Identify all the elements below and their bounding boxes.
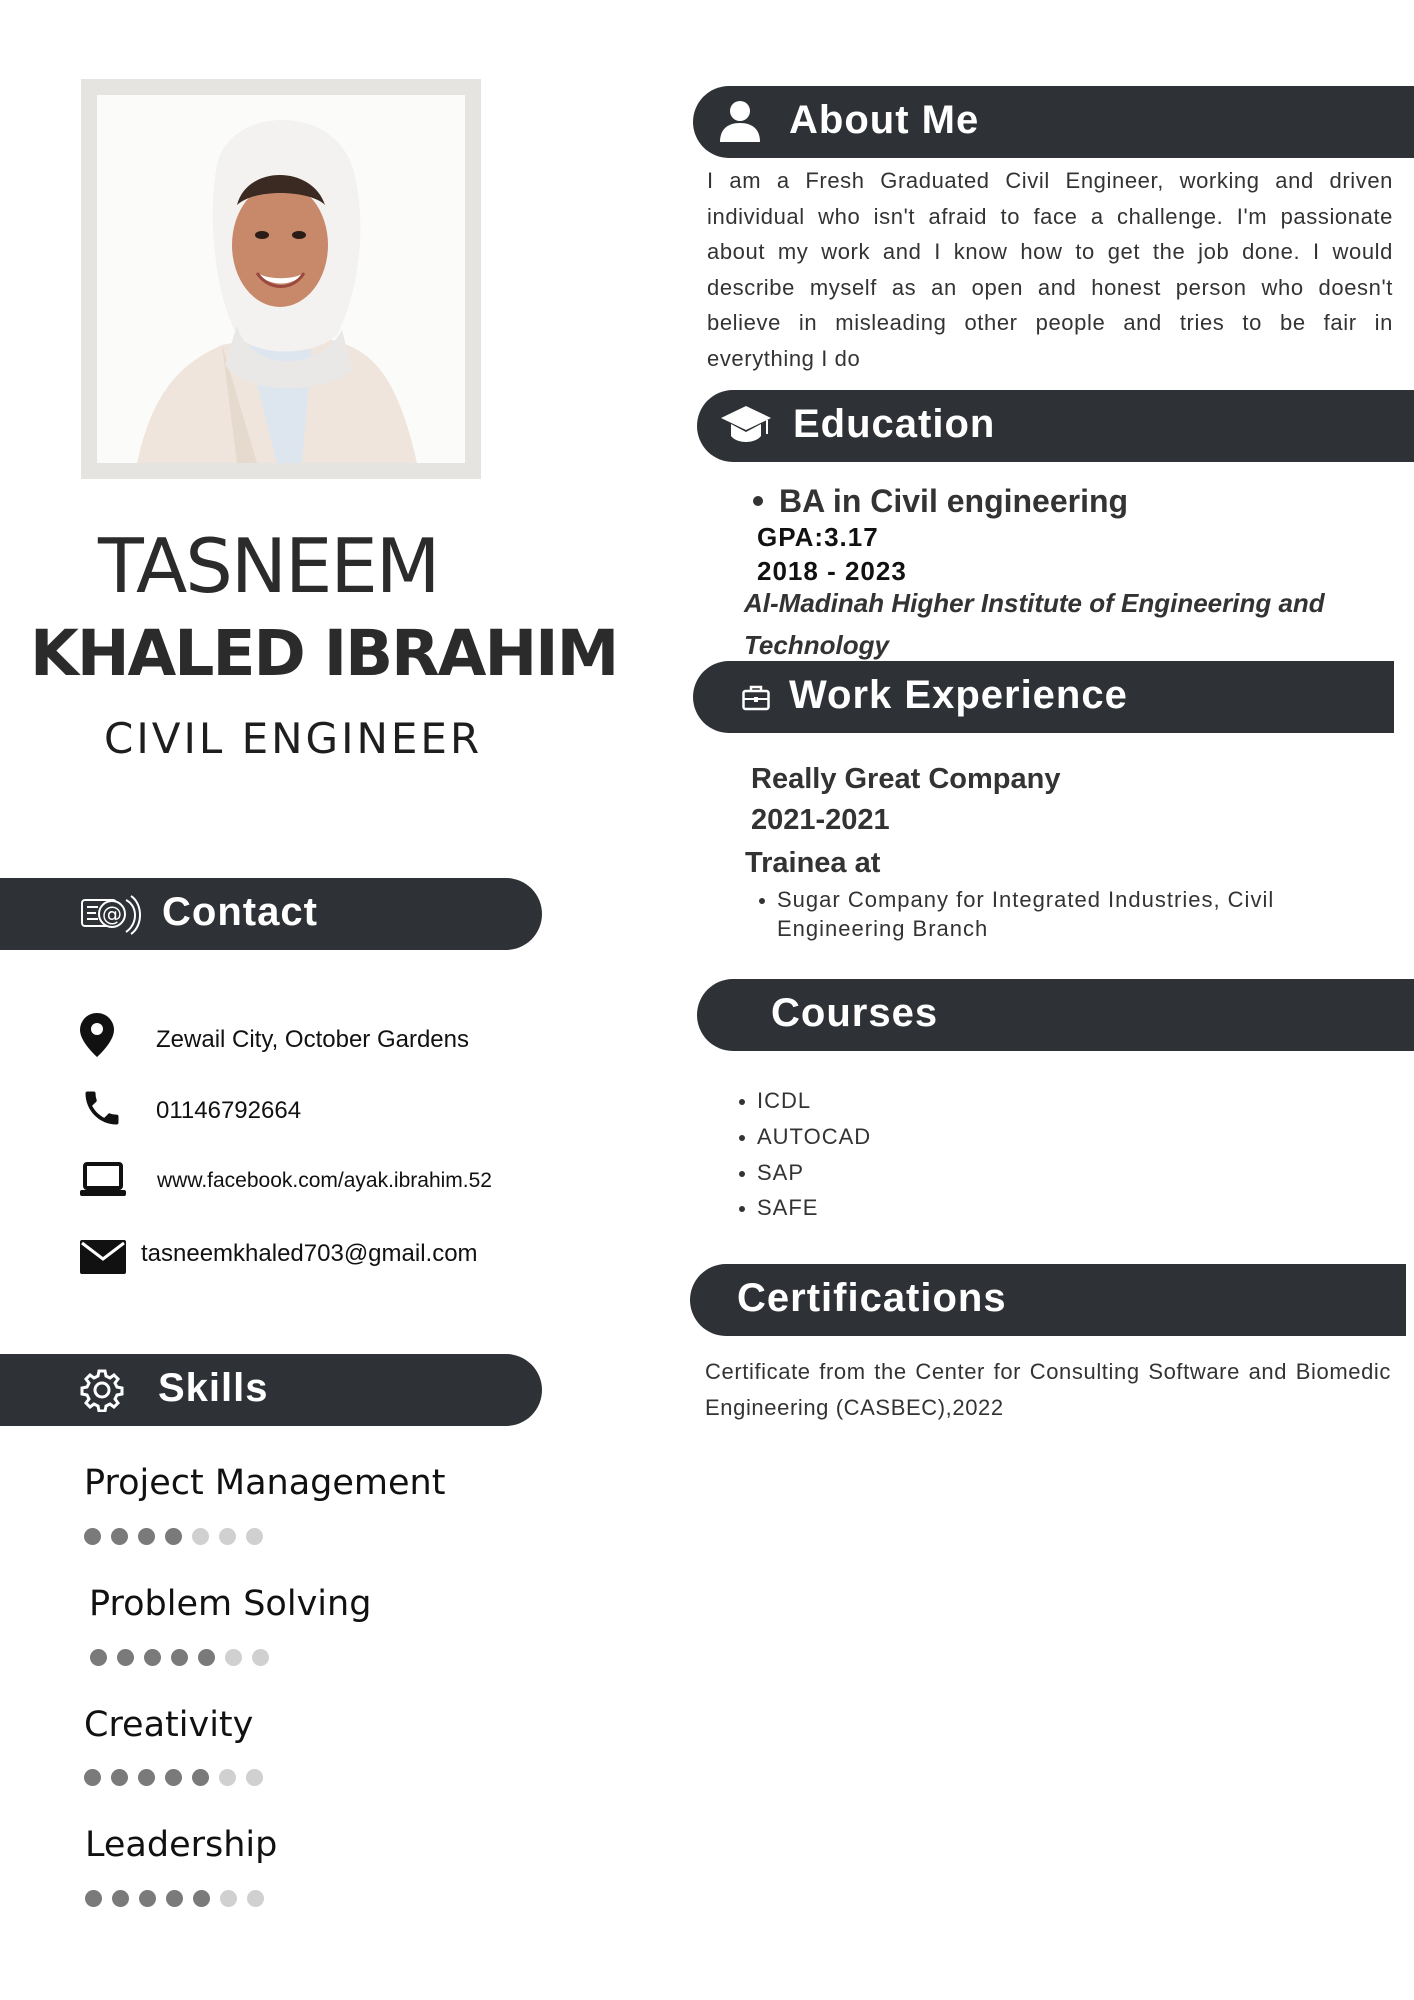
contact-phone: 01146792664 bbox=[156, 1097, 302, 1124]
contact-website[interactable]: www.facebook.com/ayak.ibrahim.52 bbox=[157, 1169, 492, 1192]
course-item: AUTOCAD bbox=[757, 1124, 872, 1149]
rating-dot-empty bbox=[225, 1649, 242, 1666]
education-gpa: GPA:3.17 bbox=[757, 522, 879, 552]
laptop-icon bbox=[80, 1162, 126, 1203]
course-item: ICDL bbox=[757, 1088, 812, 1113]
education-years: 2018 - 2023 bbox=[757, 556, 907, 586]
skill-name: Leadership bbox=[85, 1825, 278, 1865]
phone-icon bbox=[80, 1086, 124, 1135]
gear-icon bbox=[80, 1368, 124, 1417]
bullet bbox=[739, 1135, 745, 1141]
rating-dot-filled bbox=[165, 1769, 182, 1786]
rating-dot-empty bbox=[219, 1528, 236, 1545]
bullet bbox=[753, 496, 763, 506]
education-school: Al-Madinah Higher Institute of Engineering and Technology bbox=[744, 588, 1325, 660]
skills-heading: Skills bbox=[158, 1366, 269, 1410]
rating-dot-filled bbox=[84, 1528, 101, 1545]
education-heading: Education bbox=[793, 402, 996, 446]
rating-dot-filled bbox=[166, 1890, 183, 1907]
svg-text:@: @ bbox=[102, 902, 122, 926]
rating-dot-empty bbox=[219, 1769, 236, 1786]
rating-dot-filled bbox=[139, 1890, 156, 1907]
rating-dot-empty bbox=[252, 1649, 269, 1666]
rating-dot-empty bbox=[246, 1528, 263, 1545]
education-section-header bbox=[697, 390, 1414, 462]
rating-dot-filled bbox=[85, 1890, 102, 1907]
course-item: SAFE bbox=[757, 1195, 819, 1220]
rating-dot-filled bbox=[111, 1769, 128, 1786]
map-pin-icon bbox=[80, 1013, 114, 1062]
courses-heading: Courses bbox=[771, 991, 939, 1035]
briefcase-icon bbox=[742, 685, 770, 716]
profile-photo-frame bbox=[81, 79, 481, 479]
bullet bbox=[739, 1206, 745, 1212]
rating-dot-empty bbox=[247, 1890, 264, 1907]
skill-name: Creativity bbox=[84, 1705, 254, 1745]
certifications-heading: Certifications bbox=[737, 1276, 1007, 1320]
contact-address: Zewail City, October Gardens bbox=[156, 1026, 469, 1053]
rating-dot-filled bbox=[198, 1649, 215, 1666]
certifications-text: Certificate from the Center for Consulting Software and Biomedic Engineering (CASBEC),2022 bbox=[705, 1359, 1391, 1420]
certifications-section-header bbox=[690, 1264, 1406, 1336]
rating-dot-filled bbox=[90, 1649, 107, 1666]
rating-dot-filled bbox=[144, 1649, 161, 1666]
rating-dot-filled bbox=[193, 1890, 210, 1907]
rating-dot-filled bbox=[111, 1528, 128, 1545]
bullet bbox=[739, 1099, 745, 1105]
bullet bbox=[739, 1171, 745, 1177]
job-title: CIVIL ENGINEER bbox=[104, 714, 483, 763]
user-icon bbox=[719, 100, 761, 147]
work-company: Really Great Company bbox=[751, 763, 1061, 795]
contact-email[interactable]: tasneemkhaled703@gmail.com bbox=[141, 1240, 478, 1267]
first-name: TASNEEM bbox=[98, 522, 439, 610]
skill-name: Project Management bbox=[84, 1463, 446, 1503]
rating-dot-filled bbox=[112, 1890, 129, 1907]
education-degree: BA in Civil engineering bbox=[779, 483, 1129, 519]
work-role: Trainea at bbox=[745, 847, 881, 879]
bullet bbox=[759, 898, 765, 904]
rating-dot-filled bbox=[138, 1769, 155, 1786]
rating-dot-filled bbox=[138, 1528, 155, 1545]
rating-dot-filled bbox=[165, 1528, 182, 1545]
work-section-header bbox=[693, 661, 1394, 733]
rating-dot-filled bbox=[84, 1769, 101, 1786]
contact-heading: Contact bbox=[162, 890, 318, 934]
work-detail: Sugar Company for Integrated Industries, Civil Engineering Branch bbox=[777, 887, 1275, 941]
course-item: SAP bbox=[757, 1160, 805, 1185]
about-text: I am a Fresh Graduated Civil Engineer, working and driven individual who isn't afraid to face a challenge. I'm passionate about my work and I know how to get the job done. I would describe myself as an open and honest person who doesn't believe in misleading other people and tries to be fair in everything I do bbox=[707, 168, 1393, 371]
rating-dot-filled bbox=[192, 1769, 209, 1786]
work-heading: Work Experience bbox=[789, 673, 1128, 717]
rating-dot-filled bbox=[171, 1649, 188, 1666]
last-name: KHALED IBRAHIM bbox=[30, 617, 618, 690]
portrait-illustration bbox=[97, 95, 465, 463]
skill-name: Problem Solving bbox=[89, 1584, 372, 1624]
graduation-cap-icon bbox=[719, 402, 773, 453]
envelope-icon bbox=[80, 1240, 126, 1279]
work-years: 2021-2021 bbox=[751, 804, 890, 836]
rating-dot-empty bbox=[192, 1528, 209, 1545]
courses-section-header bbox=[697, 979, 1414, 1051]
profile-photo bbox=[97, 95, 465, 463]
rating-dot-empty bbox=[220, 1890, 237, 1907]
contact-section-header bbox=[0, 878, 542, 950]
about-section-header bbox=[693, 86, 1414, 158]
contact-at-icon bbox=[80, 892, 142, 941]
rating-dot-filled bbox=[117, 1649, 134, 1666]
skills-section-header bbox=[0, 1354, 542, 1426]
about-heading: About Me bbox=[789, 98, 980, 142]
rating-dot-empty bbox=[246, 1769, 263, 1786]
